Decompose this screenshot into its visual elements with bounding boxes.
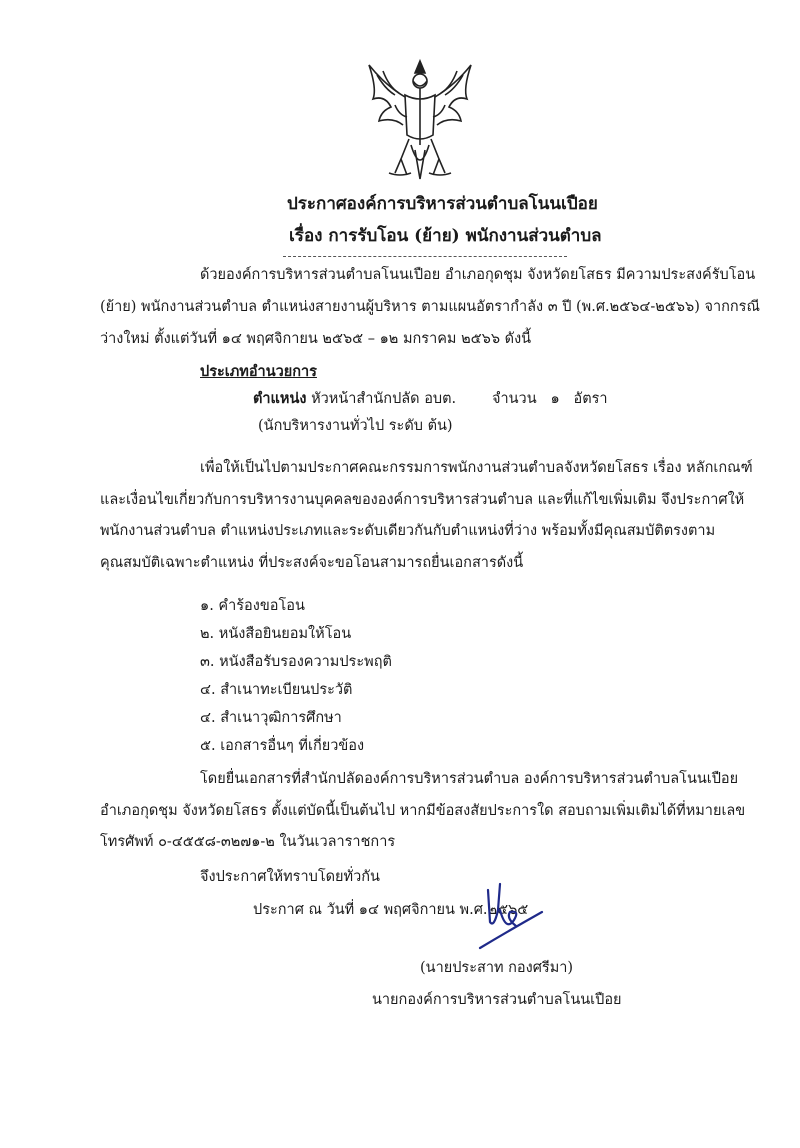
title-divider bbox=[283, 256, 567, 257]
signature-mark bbox=[450, 870, 570, 960]
intro-line-3: ว่างใหม่ ตั้งแต่วันที่ ๑๔ พฤศจิกายน ๒๕๖๕ – ๑๒ มกราคม ๒๕๖๖ ดังนี้ bbox=[100, 331, 532, 347]
document-item: ๒. หนังสือยินยอมให้โอน bbox=[200, 626, 352, 642]
garuda-emblem-icon bbox=[355, 55, 485, 185]
intro-line-1: ด้วยองค์การบริหารส่วนตำบลโนนเปือย อำเภอกุดชุม จังหวัดยโสธร มีความประสงค์รับโอน bbox=[200, 267, 756, 283]
document-item: ๕. เอกสารอื่นๆ ที่เกี่ยวข้อง bbox=[200, 738, 365, 754]
position-label: ตำแหน่ง bbox=[253, 390, 307, 407]
criteria-line-4: คุณสมบัติเฉพาะตำแหน่ง ที่ประสงค์จะขอโอนสามารถยื่นเอกสารดังนี้ bbox=[100, 555, 524, 571]
submission-line-3: โทรศัพท์ ๐-๔๕๕๘-๓๒๗๑-๒ ในวันเวลาราชการ bbox=[100, 834, 396, 850]
title-line-2: เรื่อง การรับโอน (ย้าย) พนักงานส่วนตำบล bbox=[289, 226, 602, 246]
announcement-date: ประกาศ ณ วันที่ ๑๔ พฤศจิกายน พ.ศ.๒๕๖๕ bbox=[253, 902, 529, 918]
title-line-1: ประกาศองค์การบริหารส่วนตำบลโนนเปือย bbox=[287, 194, 598, 214]
count-label: จำนวน bbox=[492, 391, 537, 407]
position-count bbox=[492, 389, 608, 409]
count-value: ๑ bbox=[550, 391, 560, 407]
document-item: ๔. สำเนาทะเบียนประวัติ bbox=[200, 682, 353, 698]
criteria-line-3: พนักงานส่วนตำบล ตำแหน่งประเภทและระดับเดียวกันกับตำแหน่งที่ว่าง พร้อมทั้งมีคุณสมบัติตรงตาม bbox=[100, 523, 716, 539]
position-level-note: (นักบริหารงานทั่วไป ระดับ ต้น) bbox=[258, 418, 453, 434]
signatory-name: (นายประสาท กองศรีมา) bbox=[420, 960, 574, 976]
submission-line-2: อำเภอกุดชุม จังหวัดยโสธร ตั้งแต่บัดนี้เป็นต้นไป หากมีข้อสงสัยประการใด สอบถามเพิ่มเติมได้ที่หมายเลข bbox=[100, 803, 746, 819]
document-item: ๑. คำร้องขอโอน bbox=[200, 598, 305, 614]
document-item: ๔. สำเนาวุฒิการศึกษา bbox=[200, 710, 342, 726]
signatory-title: นายกองค์การบริหารส่วนตำบลโนนเปือย bbox=[372, 992, 622, 1008]
criteria-line-1: เพื่อให้เป็นไปตามประกาศคณะกรรมการพนักงานส่วนตำบลจังหวัดยโสธร เรื่อง หลักเกณฑ์ bbox=[200, 460, 753, 476]
intro-line-2: (ย้าย) พนักงานส่วนตำบล ตำแหน่งสายงานผู้บริหาร ตามแผนอัตรากำลัง ๓ ปี (พ.ศ.๒๕๖๔-๒๕๖๖) จากกรณี bbox=[100, 299, 760, 315]
closing-announce: จึงประกาศให้ทราบโดยทั่วกัน bbox=[200, 869, 380, 885]
submission-line-1: โดยยื่นเอกสารที่สำนักปลัดองค์การบริหารส่วนตำบล องค์การบริหารส่วนตำบลโนนเปือย bbox=[200, 771, 739, 787]
criteria-line-2: และเงื่อนไขเกี่ยวกับการบริหารงานบุคคลขององค์การบริหารส่วนตำบล และที่แก้ไขเพิ่มเติม จึงประกาศให้ bbox=[100, 492, 745, 508]
position-category: ประเภทอำนวยการ bbox=[200, 363, 317, 380]
position-row bbox=[253, 389, 456, 409]
count-unit: อัตรา bbox=[573, 391, 608, 407]
document-item: ๓. หนังสือรับรองความประพฤติ bbox=[200, 654, 392, 670]
position-name: หัวหน้าสำนักปลัด อบต. bbox=[311, 391, 457, 407]
